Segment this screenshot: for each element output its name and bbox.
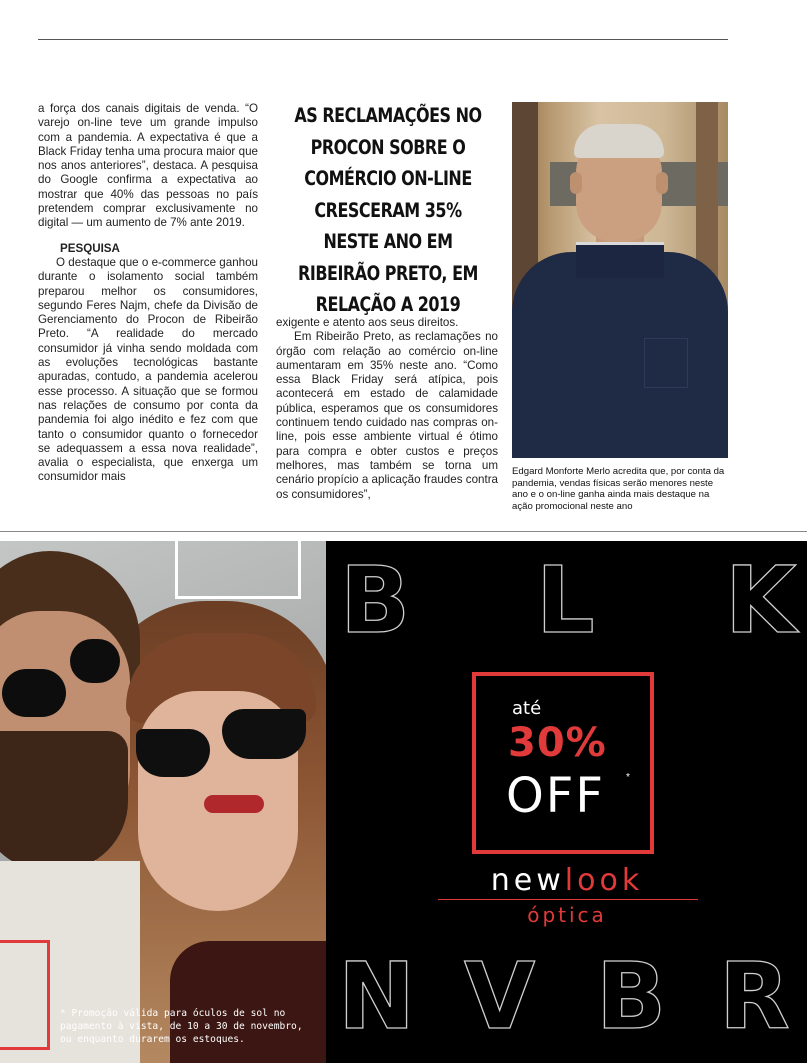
article-column-2 <box>276 316 498 502</box>
advertisement <box>0 541 807 1063</box>
section-rule <box>0 531 807 532</box>
outline-letter: V <box>464 943 536 1050</box>
photo-caption: Edgard Monforte Merlo acredita que, por conta da pandemia, vendas físicas serão menores neste ano e o on-line ganha ainda mais destaque na ação promocional neste ano <box>512 466 725 512</box>
brand-name-look: look <box>564 863 644 898</box>
brand-subtitle: óptica <box>527 903 607 927</box>
portrait-photo <box>512 102 728 458</box>
article-paragraph: a força dos canais digitais de venda. “O varejo on-line teve um grande impulso com a pandemia. A expectativa é que a Black Friday tenha uma procura maior que nos anos anteriores”, destaca. A pesquisa do Google confirma a expectativa ao mostrar que 40% das pessoas no país pretendem comprar exclusivamente no digital — um aumento de 7% ante 2019. <box>38 102 258 230</box>
discount-box <box>472 672 654 854</box>
outline-letter: B <box>596 943 667 1050</box>
pull-quote: AS RECLAMAÇÕES NO PROCON SOBRE O COMÉRCIO ON-LINE CRESCERAM 35% NESTE ANO EM RIBEIRÃO PRETO, EM RELAÇÃO A 2019 <box>294 104 482 316</box>
article-paragraph: Em Ribeirão Preto, as reclamações no órgão com relação ao comércio on-line aumentaram em 35% neste ano. “Como essa Black Friday será atípica, pois acontecerá em estado de calamidade pública, esperamos que os consumidores continuem tendo cuidado nas compras on-line, pois esse ambiente virtual é ótimo para compra e obter custos e preços melhores, mas também se torna um cenário propício a aplicação fraudes contra os consumidores”, <box>276 330 498 501</box>
offer-prefix: até <box>512 698 542 719</box>
outline-letter: B <box>340 547 411 654</box>
outline-letter: K <box>725 547 797 654</box>
outline-letter: N <box>338 943 415 1050</box>
outline-letter: R <box>719 943 790 1050</box>
offer-off-label: OFF <box>506 768 605 824</box>
top-rule <box>38 39 728 40</box>
brand-logo <box>432 863 702 927</box>
article-column-1 <box>38 102 258 485</box>
decorative-frame <box>0 940 50 1050</box>
article-paragraph: exigente e atento aos seus direitos. <box>276 316 459 329</box>
offer-percent: 30% <box>508 720 607 766</box>
offer-asterisk: * <box>626 772 630 783</box>
section-heading: PESQUISA <box>60 241 120 255</box>
brand-name-new: new <box>490 863 565 898</box>
outline-letter: L <box>536 547 595 654</box>
decorative-frame <box>175 541 301 599</box>
article-paragraph: O destaque que o e-commerce ganhou durante o isolamento social também preparou melhor os consumidores, segundo Feres Najm, chefe da Divisão de Gerenciamento do Procon de Ribeirão Preto. “A realidade do mercado consumidor já vinha sendo moldada com as evoluções tecnológicas bastante apuradas, contudo, a pandemia acelerou esse processo. A situação que se formou nas relações de consumo por conta da pandemia foi algo inédito e fez com que tanto o consumidor quanto o fornecedor se adequassem a essa nova realidade”, avalia o especialista, que enxerga um consumidor mais <box>38 255 258 484</box>
promo-disclaimer: * Promoção válida para óculos de sol no pagamento à vista, de 10 a 30 de novembro, ou enquanto durarem os estoques. <box>60 1008 303 1045</box>
